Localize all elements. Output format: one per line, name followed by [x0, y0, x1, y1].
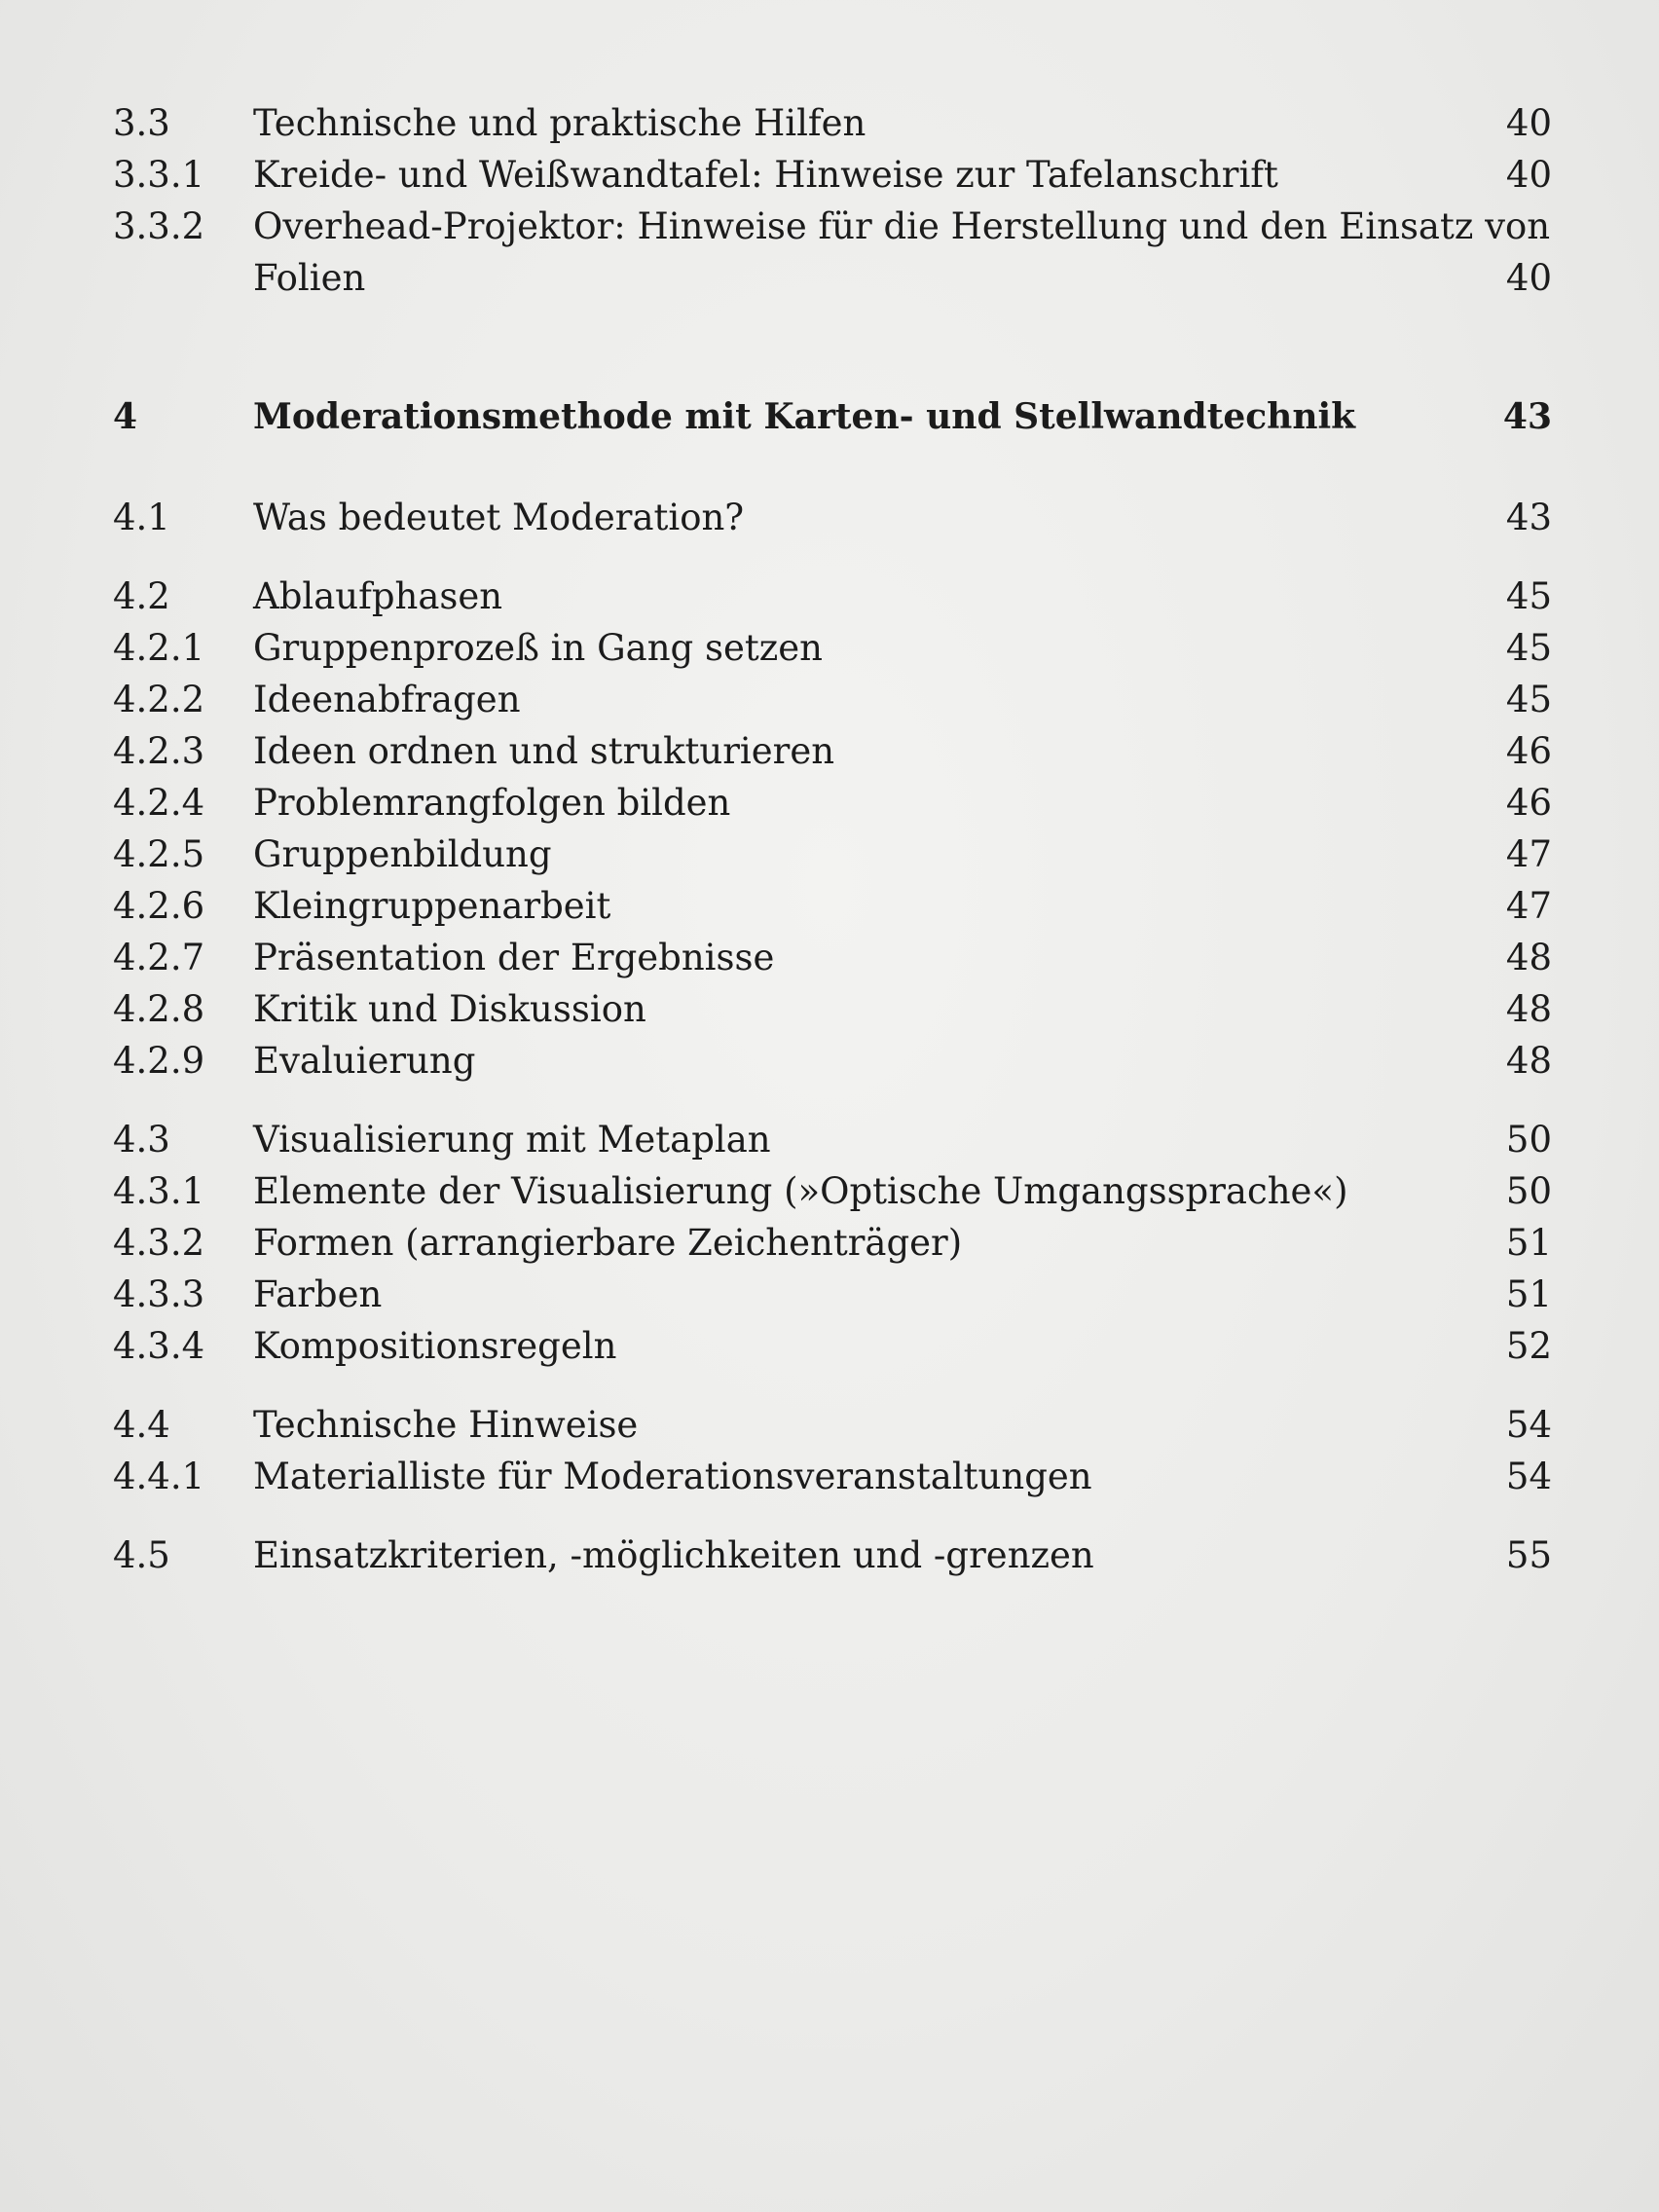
toc-entry — [113, 97, 1552, 149]
toc-entry-page: 40 — [1505, 102, 1552, 144]
toc-entry — [113, 1399, 1552, 1451]
toc-entry — [113, 1320, 1552, 1372]
toc-entry-title: Gruppenprozeß in Gang setzen — [253, 627, 823, 669]
toc-entry-page: 46 — [1505, 730, 1552, 772]
toc-entry-title: Problemrangfolgen bilden — [253, 782, 731, 824]
toc-entry-page: 40 — [1505, 154, 1552, 196]
table-of-contents — [113, 97, 1552, 1581]
toc-entry — [113, 149, 1552, 201]
toc-entry-page: 48 — [1505, 1040, 1552, 1082]
toc-entry-number: 4.2.8 — [113, 988, 205, 1030]
toc-entry — [113, 777, 1552, 829]
toc-entry-title: Evaluierung — [253, 1040, 476, 1082]
toc-entry — [113, 1217, 1552, 1269]
toc-entry — [113, 674, 1552, 725]
toc-entry-title: Kritik und Diskussion — [253, 988, 646, 1030]
toc-entry — [113, 1530, 1552, 1581]
toc-entry-number: 3.3 — [113, 102, 170, 144]
toc-entry-number: 4.2.9 — [113, 1040, 205, 1082]
toc-entry-page: 47 — [1505, 885, 1552, 927]
toc-entry-title: Kleingruppenarbeit — [253, 885, 611, 927]
toc-entry-number: 4.3.1 — [113, 1170, 205, 1212]
toc-entry — [113, 1114, 1552, 1165]
toc-entry-title: Technische Hinweise — [253, 1404, 639, 1446]
toc-entry — [113, 1451, 1552, 1502]
toc-entry — [113, 983, 1552, 1035]
toc-entry-number: 4.2.1 — [113, 627, 205, 669]
toc-entry-number: 3.3.2 — [113, 205, 205, 247]
toc-entry-page: 40 — [1505, 257, 1552, 299]
section-gap — [113, 304, 1552, 391]
toc-entry-title: Präsentation der Ergebnisse — [253, 937, 775, 978]
toc-entry-page: 51 — [1505, 1222, 1552, 1264]
toc-entry-page: 45 — [1505, 679, 1552, 720]
toc-entry-page: 54 — [1505, 1404, 1552, 1446]
toc-entry-page: 51 — [1505, 1273, 1552, 1315]
toc-entry-number: 4.3 — [113, 1119, 170, 1161]
toc-entry — [113, 201, 1552, 304]
toc-entry-number: 4.2.6 — [113, 885, 205, 927]
toc-entry — [113, 1165, 1552, 1217]
toc-entry-number: 4.2.2 — [113, 679, 205, 720]
toc-entry-page: 52 — [1505, 1325, 1552, 1367]
toc-entry-page: 43 — [1502, 396, 1552, 437]
toc-entry — [113, 880, 1552, 932]
toc-entry-title: Kreide- und Weißwandtafel: Hinweise zur Tafelanschrift — [253, 154, 1278, 196]
section-gap — [113, 1372, 1552, 1399]
toc-entry-number: 4.3.4 — [113, 1325, 205, 1367]
toc-entry-title: Ideenabfragen — [253, 679, 521, 720]
toc-entry-title: Technische und praktische Hilfen — [253, 102, 866, 144]
toc-entry-title: Overhead-Projektor: Hinweise für die Herstellung und den Einsatz von Folien — [253, 205, 1551, 299]
toc-entry-number: 4.1 — [113, 497, 170, 538]
toc-entry-number: 4.5 — [113, 1534, 170, 1576]
toc-entry-number: 4.2.4 — [113, 782, 205, 824]
toc-entry-page: 48 — [1505, 937, 1552, 978]
toc-entry-page: 45 — [1505, 575, 1552, 617]
toc-entry-page: 43 — [1505, 497, 1552, 538]
toc-entry-title: Visualisierung mit Metaplan — [253, 1119, 771, 1161]
toc-entry-number: 4.2.3 — [113, 730, 205, 772]
toc-entry-title: Ablaufphasen — [253, 575, 503, 617]
toc-entry — [113, 492, 1552, 543]
toc-entry-page: 48 — [1505, 988, 1552, 1030]
toc-entry — [113, 932, 1552, 983]
toc-entry — [113, 622, 1552, 674]
toc-entry-number: 4.2.7 — [113, 937, 205, 978]
toc-entry-page: 55 — [1505, 1534, 1552, 1576]
toc-entry-page: 54 — [1505, 1456, 1552, 1497]
toc-entry — [113, 725, 1552, 777]
toc-entry-title: Einsatzkriterien, -möglichkeiten und -grenzen — [253, 1534, 1094, 1576]
toc-entry-title: Was bedeutet Moderation? — [253, 497, 745, 538]
toc-entry-page: 47 — [1505, 833, 1552, 875]
toc-entry-number: 4.3.3 — [113, 1273, 205, 1315]
section-gap — [113, 543, 1552, 571]
toc-entry-title: Farben — [253, 1273, 383, 1315]
toc-entry-title: Elemente der Visualisierung (»Optische Umgangssprache«) — [253, 1170, 1348, 1212]
section-gap — [113, 443, 1552, 492]
toc-entry-number: 4.2.5 — [113, 833, 205, 875]
toc-entry-page: 45 — [1505, 627, 1552, 669]
toc-entry — [113, 829, 1552, 880]
toc-entry-title: Materialliste für Moderationsveranstaltungen — [253, 1456, 1092, 1497]
toc-chapter-heading — [113, 391, 1552, 443]
toc-entry-page: 46 — [1505, 782, 1552, 824]
toc-entry-number: 4.3.2 — [113, 1222, 205, 1264]
section-gap — [113, 1502, 1552, 1530]
toc-entry — [113, 1269, 1552, 1320]
toc-entry-number: 3.3.1 — [113, 154, 205, 196]
toc-entry — [113, 1035, 1552, 1087]
toc-entry-title: Moderationsmethode mit Karten- und Stellwandtechnik — [253, 396, 1356, 437]
toc-entry-page: 50 — [1505, 1170, 1552, 1212]
toc-entry-title: Formen (arrangierbare Zeichenträger) — [253, 1222, 963, 1264]
toc-entry-page: 50 — [1505, 1119, 1552, 1161]
toc-entry-title: Kompositionsregeln — [253, 1325, 617, 1367]
toc-entry-title: Gruppenbildung — [253, 833, 552, 875]
toc-entry-number: 4.4 — [113, 1404, 170, 1446]
toc-entry — [113, 571, 1552, 622]
section-gap — [113, 1087, 1552, 1114]
toc-entry-number: 4 — [113, 396, 138, 437]
toc-entry-number: 4.4.1 — [113, 1456, 205, 1497]
toc-entry-title: Ideen ordnen und strukturieren — [253, 730, 835, 772]
toc-entry-number: 4.2 — [113, 575, 170, 617]
